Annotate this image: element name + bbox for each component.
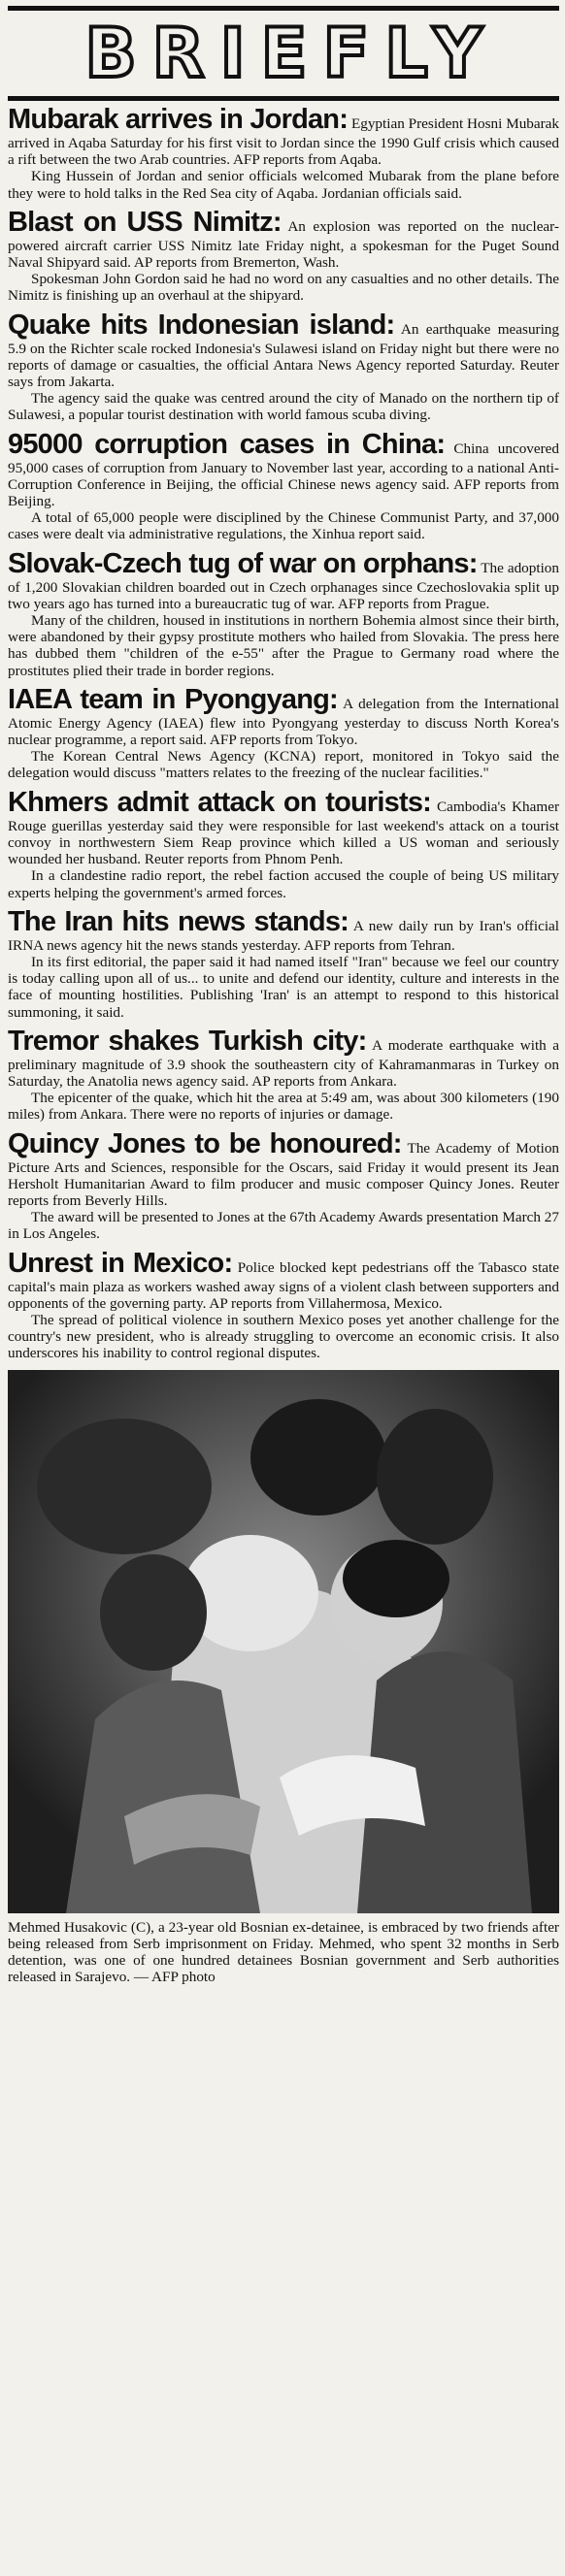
story-headline: Tremor shakes Turkish city: xyxy=(8,1025,367,1057)
story-paragraph: Cambodia's Khamer Rouge guerillas yesterday said they were responsible for last weekend's attack on a tourist convoy in northwestern Siem Reap province which killed a US woman and seriously wounded her husband. Reuter reports from Phnom Penh. xyxy=(8,798,559,868)
story-paragraph: Police blocked kept pedestrians off the Tabasco state capital's main plaza as workers washed away signs of a violent clash between supporters and opponents of the governing party. AP reports from Villahermosa, Mexico. xyxy=(8,1258,559,1312)
story-paragraph: The spread of political violence in southern Mexico poses yet another challenge for the country's new president, who is already struggling to overcome an economic crisis. It also underscores his inability to control regional disputes. xyxy=(8,1311,559,1362)
story-paragraph: Egyptian President Hosni Mubarak arrived in Aqaba Saturday for his first visit to Jordan since the 1990 Gulf crisis which caused a rift between the two Arab countries. AFP reports from Aqaba. xyxy=(8,115,560,169)
story-paragraph: The Academy of Motion Picture Arts and Sciences, responsible for the Oscars, said Friday it would present its Jean Hersholt Humanitarian Award to film producer and music composer Quincy Jones. Reuter reports from Beverly Hills. xyxy=(8,1139,560,1209)
story xyxy=(8,907,559,1021)
photo-credit: — AFP photo xyxy=(133,1969,216,1986)
story-headline: Blast on USS Nimitz: xyxy=(8,206,282,238)
story-list xyxy=(8,105,559,1362)
story xyxy=(8,1027,559,1124)
story-paragraph: A delegation from the International Atomic Energy Agency (IAEA) flew into Pyongyang yesterday to discuss North Korea's nuclear programme, a report said. AFP reports from Tokyo. xyxy=(8,695,559,749)
story-headline: 95000 corruption cases in China: xyxy=(8,428,446,460)
story-headline: The Iran hits news stands: xyxy=(8,905,349,937)
story-paragraph: Spokesman John Gordon said he had no word on any casualties and no other details. The Nimitz is finishing up an overhaul at the shipyard. xyxy=(8,271,559,305)
story-headline: Unrest in Mexico: xyxy=(8,1247,233,1279)
story-paragraph: An explosion was reported on the nuclear-powered aircraft carrier USS Nimitz late Friday night, a spokesman for the Puget Sound Naval Shipyard said. AP reports from Bremerton, Wash. xyxy=(8,217,559,272)
story-paragraph: The award will be presented to Jones at the 67th Academy Awards presentation March 27 in Los Angeles. xyxy=(8,1209,559,1243)
story-paragraph: A new daily run by Iran's official IRNA news agency hit the news stands yesterday. AFP reports from Tehran. xyxy=(8,917,560,954)
embrace-photo-image xyxy=(8,1370,559,1913)
story-paragraph: China uncovered 95,000 cases of corruption from January to November last year, according to a national Anti-Corruption Conference in Beijing, the official Chinese news agency said. AFP reports from Beijing. xyxy=(8,440,560,510)
story xyxy=(8,208,559,305)
story-headline: Mubarak arrives in Jordan: xyxy=(8,104,349,135)
story-headline: IAEA team in Pyongyang: xyxy=(8,683,338,715)
story-paragraph: King Hussein of Jordan and senior officials welcomed Mubarak from the plane before they were to hold talks in the Red Sea city of Aqaba. Jordanian officials said. xyxy=(8,168,559,202)
story-paragraph: In its first editorial, the paper said it had named itself "Iran" because we feel our country is today calling upon all of us... to unite and defend our identity, culture and interests in the face of mounting hostilities. Publishing 'Iran' is an attempt to respond to this historical summoning, it said. xyxy=(8,953,559,1021)
story-headline: Khmers admit attack on tourists: xyxy=(8,786,432,818)
story-paragraph: Many of the children, housed in institutions in northern Bohemia almost since their birth, were abandoned by their gypsy prostitute mothers who hailed from Slovakia. The press here has dubbed them "children of the e-55" after the Prague to Germany road where the prostitutes plied their trade in border regions. xyxy=(8,612,559,679)
story-paragraph: The agency said the quake was centred around the city of Manado on the northern tip of Sulawesi, a popular tourist destination with world famous scuba diving. xyxy=(8,390,559,424)
story-paragraph: The epicenter of the quake, which hit the area at 5:49 am, was about 300 kilometers (190 miles) from Ankara. There were no reports of injuries or damage. xyxy=(8,1090,559,1124)
story-headline: Quincy Jones to be honoured: xyxy=(8,1127,402,1159)
story-paragraph: The adoption of 1,200 Slovakian children boarded out in Czech orphanages since Czechoslovakia split up two years ago has turned into a bureaucratic tug of war. AFP reports from Prague. xyxy=(8,559,559,612)
story-paragraph: A total of 65,000 people were disciplined by the Chinese Communist Party, and 37,000 cases were dealt via administrative regulations, the Xinhua report said. xyxy=(8,509,559,543)
story xyxy=(8,685,559,782)
story-paragraph: The Korean Central News Agency (KCNA) report, monitored in Tokyo said the delegation would discuss "matters relates to the freezing of the nuclear facilities." xyxy=(8,748,559,782)
news-photo xyxy=(8,1370,559,1913)
photo-caption xyxy=(8,1919,559,1986)
caption-text: Mehmed Husakovic (C), a 23-year old Bosnian ex-detainee, is embraced by two friends after being released from Serb imprisonment on Friday. Mehmed, who spent 32 months in Serb detention, was one of one hundred detainees Bosnian government and Serb authorities released in Sarajevo. xyxy=(8,1918,559,1986)
story xyxy=(8,310,559,424)
banner-title: BRIEFLY xyxy=(84,14,498,93)
story xyxy=(8,788,559,901)
story xyxy=(8,1129,559,1243)
story-paragraph: A moderate earthquake with a preliminary magnitude of 3.9 shook the southeastern city of Kahramanmaras in Turkey on Saturday, the Anatolia news agency said. AP reports from Ankara. xyxy=(8,1036,559,1090)
story xyxy=(8,105,559,202)
story xyxy=(8,430,559,543)
story-headline: Quake hits Indonesian island: xyxy=(8,309,395,341)
story xyxy=(8,549,559,679)
story-headline: Slovak-Czech tug of war on orphans: xyxy=(8,547,478,579)
story xyxy=(8,1249,559,1362)
story-paragraph: An earthquake measuring 5.9 on the Richter scale rocked Indonesia's Sulawesi island on Friday night but there were no reports of damage or casualties, the official Antara News Agency reported Saturday. Reuter says from Jakarta. xyxy=(8,320,559,391)
section-banner xyxy=(8,6,559,101)
story-paragraph: In a clandestine radio report, the rebel faction accused the couple of being US military experts helping the government's armed forces. xyxy=(8,867,559,901)
